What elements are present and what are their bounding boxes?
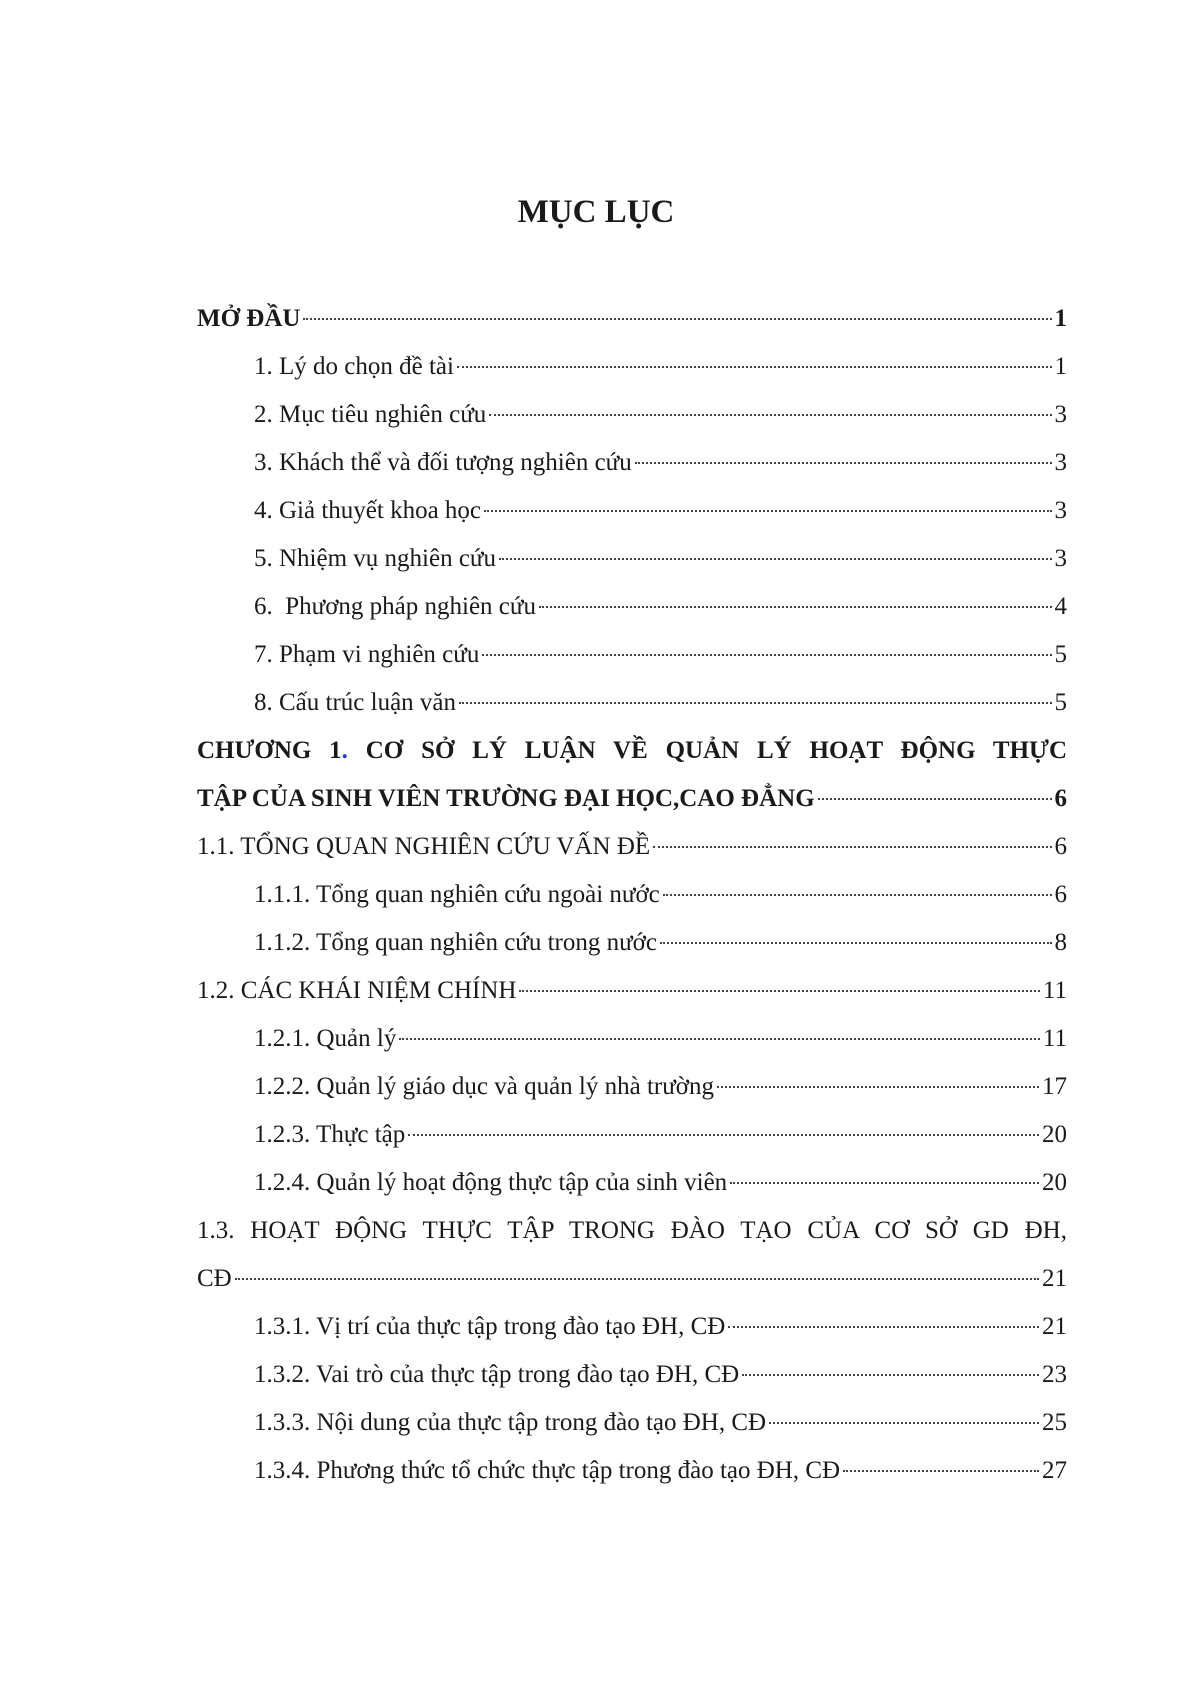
toc-entry[interactable] — [197, 1063, 1067, 1111]
toc-entry-title: 1.2.3. Thực tập — [254, 1121, 406, 1148]
toc-entry[interactable] — [197, 919, 1067, 967]
toc-dot-leader — [663, 894, 1052, 896]
toc-entry[interactable] — [197, 871, 1067, 919]
toc-entry-mo-dau[interactable] — [197, 295, 1067, 343]
toc-entry-section[interactable] — [197, 823, 1067, 871]
toc-dot-leader — [303, 318, 1051, 320]
toc-entry-title: 1.3.3. Nội dung của thực tập trong đào tạo ĐH, CĐ — [254, 1409, 767, 1436]
toc-page-number: 3 — [1054, 401, 1067, 428]
toc-entry[interactable] — [197, 343, 1067, 391]
toc-page-number: 6 — [1054, 881, 1067, 908]
toc-entry[interactable] — [197, 439, 1067, 487]
toc-dot-leader — [482, 654, 1051, 656]
toc-dot-leader — [489, 414, 1051, 416]
toc-entry[interactable] — [197, 1351, 1067, 1399]
page-title: MỤC LỤC — [517, 194, 675, 230]
toc-entry[interactable] — [197, 487, 1067, 535]
toc-section-title-line1: 1.3. HOẠT ĐỘNG THỰC TẬP TRONG ĐÀO TẠO CỦA CƠ SỞ GD ĐH, — [197, 1217, 1067, 1244]
toc-dot-leader — [499, 558, 1052, 560]
toc-dot-leader — [539, 606, 1052, 608]
toc-dot-leader — [653, 846, 1051, 848]
toc-entry-title: TẬP CỦA SINH VIÊN TRƯỜNG ĐẠI HỌC,CAO ĐẲNG — [197, 785, 815, 812]
toc-entry-title: MỞ ĐẦU — [197, 305, 301, 332]
toc-entry-title: 1.1.1. Tổng quan nghiên cứu ngoài nước — [254, 881, 660, 908]
toc-page-number: 27 — [1042, 1457, 1067, 1484]
toc-entry-title: 4. Giả thuyết khoa học — [254, 497, 482, 524]
toc-section-title-line2 — [197, 1255, 1067, 1303]
table-of-contents — [197, 295, 1067, 1495]
toc-dot-leader — [484, 510, 1051, 512]
toc-entry-title: 1.1.2. Tổng quan nghiên cứu trong nước — [254, 929, 657, 956]
toc-page-number: 11 — [1042, 977, 1067, 1004]
toc-dot-leader — [399, 1038, 1040, 1040]
toc-page-number: 5 — [1054, 641, 1067, 668]
toc-entry-title: 1.3.2. Vai trò của thực tập trong đào tạo ĐH, CĐ — [254, 1361, 740, 1388]
toc-entry-title: 6. Phương pháp nghiên cứu — [254, 593, 536, 620]
toc-entry[interactable] — [197, 1015, 1067, 1063]
chapter-label: CHƯƠNG 1 — [197, 737, 342, 764]
toc-entry-title: 7. Phạm vi nghiên cứu — [254, 641, 480, 668]
toc-entry-title: 3. Khách thể và đối tượng nghiên cứu — [254, 449, 632, 476]
toc-page-number: 20 — [1042, 1121, 1067, 1148]
toc-entry-section-1-3[interactable] — [197, 1207, 1067, 1303]
toc-page-number: 17 — [1042, 1073, 1067, 1100]
toc-dot-leader — [408, 1134, 1039, 1136]
toc-entry[interactable] — [197, 631, 1067, 679]
toc-dot-leader — [457, 366, 1052, 368]
toc-page-number: 23 — [1042, 1361, 1067, 1388]
toc-entry-title: 8. Cấu trúc luận văn — [254, 689, 457, 716]
toc-page-number: 21 — [1042, 1313, 1067, 1340]
toc-dot-leader — [742, 1374, 1039, 1376]
toc-page-number: 6 — [1054, 785, 1067, 812]
toc-entry[interactable] — [197, 535, 1067, 583]
toc-dot-leader — [730, 1182, 1039, 1184]
toc-entry[interactable] — [197, 1159, 1067, 1207]
toc-dot-leader — [519, 990, 1039, 992]
toc-dot-leader — [728, 1326, 1039, 1328]
toc-page-number: 4 — [1054, 593, 1067, 620]
toc-entry[interactable] — [197, 679, 1067, 727]
toc-chapter-title-line1 — [197, 727, 1067, 775]
toc-entry[interactable] — [197, 1303, 1067, 1351]
toc-dot-leader — [717, 1086, 1039, 1088]
toc-page-number: 6 — [1054, 833, 1067, 860]
toc-page-number: 1 — [1054, 305, 1067, 332]
toc-entry[interactable] — [197, 1399, 1067, 1447]
toc-page-number: 3 — [1054, 545, 1067, 572]
toc-page-number: 5 — [1054, 689, 1067, 716]
toc-page-number: 1 — [1054, 353, 1067, 380]
toc-page-number: 11 — [1042, 1025, 1067, 1052]
toc-entry-chapter-1[interactable] — [197, 727, 1067, 823]
toc-entry[interactable] — [197, 1447, 1067, 1495]
toc-page-number: 8 — [1054, 929, 1067, 956]
toc-page-number: 3 — [1054, 497, 1067, 524]
toc-dot-leader — [235, 1278, 1039, 1280]
toc-page-number: 25 — [1042, 1409, 1067, 1436]
toc-entry-title: 1.1. TỔNG QUAN NGHIÊN CỨU VẤN ĐỀ — [197, 833, 651, 860]
toc-entry-title: 2. Mục tiêu nghiên cứu — [254, 401, 487, 428]
toc-dot-leader — [660, 942, 1052, 944]
toc-dot-leader — [769, 1422, 1039, 1424]
toc-entry-title: 1. Lý do chọn đề tài — [254, 353, 454, 380]
chapter-title-text: CƠ SỞ LÝ LUẬN VỀ QUẢN LÝ HOẠT ĐỘNG THỰC — [347, 737, 1067, 764]
toc-page-number: 21 — [1042, 1265, 1067, 1292]
toc-page-number: 20 — [1042, 1169, 1067, 1196]
toc-entry-title: 1.3.1. Vị trí của thực tập trong đào tạo ĐH, CĐ — [254, 1313, 726, 1340]
toc-dot-leader — [459, 702, 1051, 704]
toc-dot-leader — [843, 1470, 1039, 1472]
toc-entry-title: 1.2.2. Quản lý giáo dục và quản lý nhà trường — [254, 1073, 715, 1100]
toc-entry[interactable] — [197, 1111, 1067, 1159]
toc-entry-title: 1.2.1. Quản lý — [254, 1025, 397, 1052]
toc-dot-leader — [635, 462, 1052, 464]
chapter-dot: . — [341, 737, 348, 764]
toc-entry-title: 5. Nhiệm vụ nghiên cứu — [254, 545, 496, 572]
toc-chapter-title-line2 — [197, 775, 1067, 823]
toc-page-number: 3 — [1054, 449, 1067, 476]
toc-entry-title: 1.2. CÁC KHÁI NIỆM CHÍNH — [197, 977, 517, 1004]
toc-entry-title: 1.2.4. Quản lý hoạt động thực tập của sinh viên — [254, 1169, 728, 1196]
toc-entry-title: CĐ — [197, 1265, 232, 1292]
toc-entry-section[interactable] — [197, 967, 1067, 1015]
toc-entry[interactable] — [197, 583, 1067, 631]
toc-entry-title: 1.3.4. Phương thức tổ chức thực tập trong đào tạo ĐH, CĐ — [254, 1457, 841, 1484]
toc-entry[interactable] — [197, 391, 1067, 439]
toc-dot-leader — [818, 798, 1052, 800]
